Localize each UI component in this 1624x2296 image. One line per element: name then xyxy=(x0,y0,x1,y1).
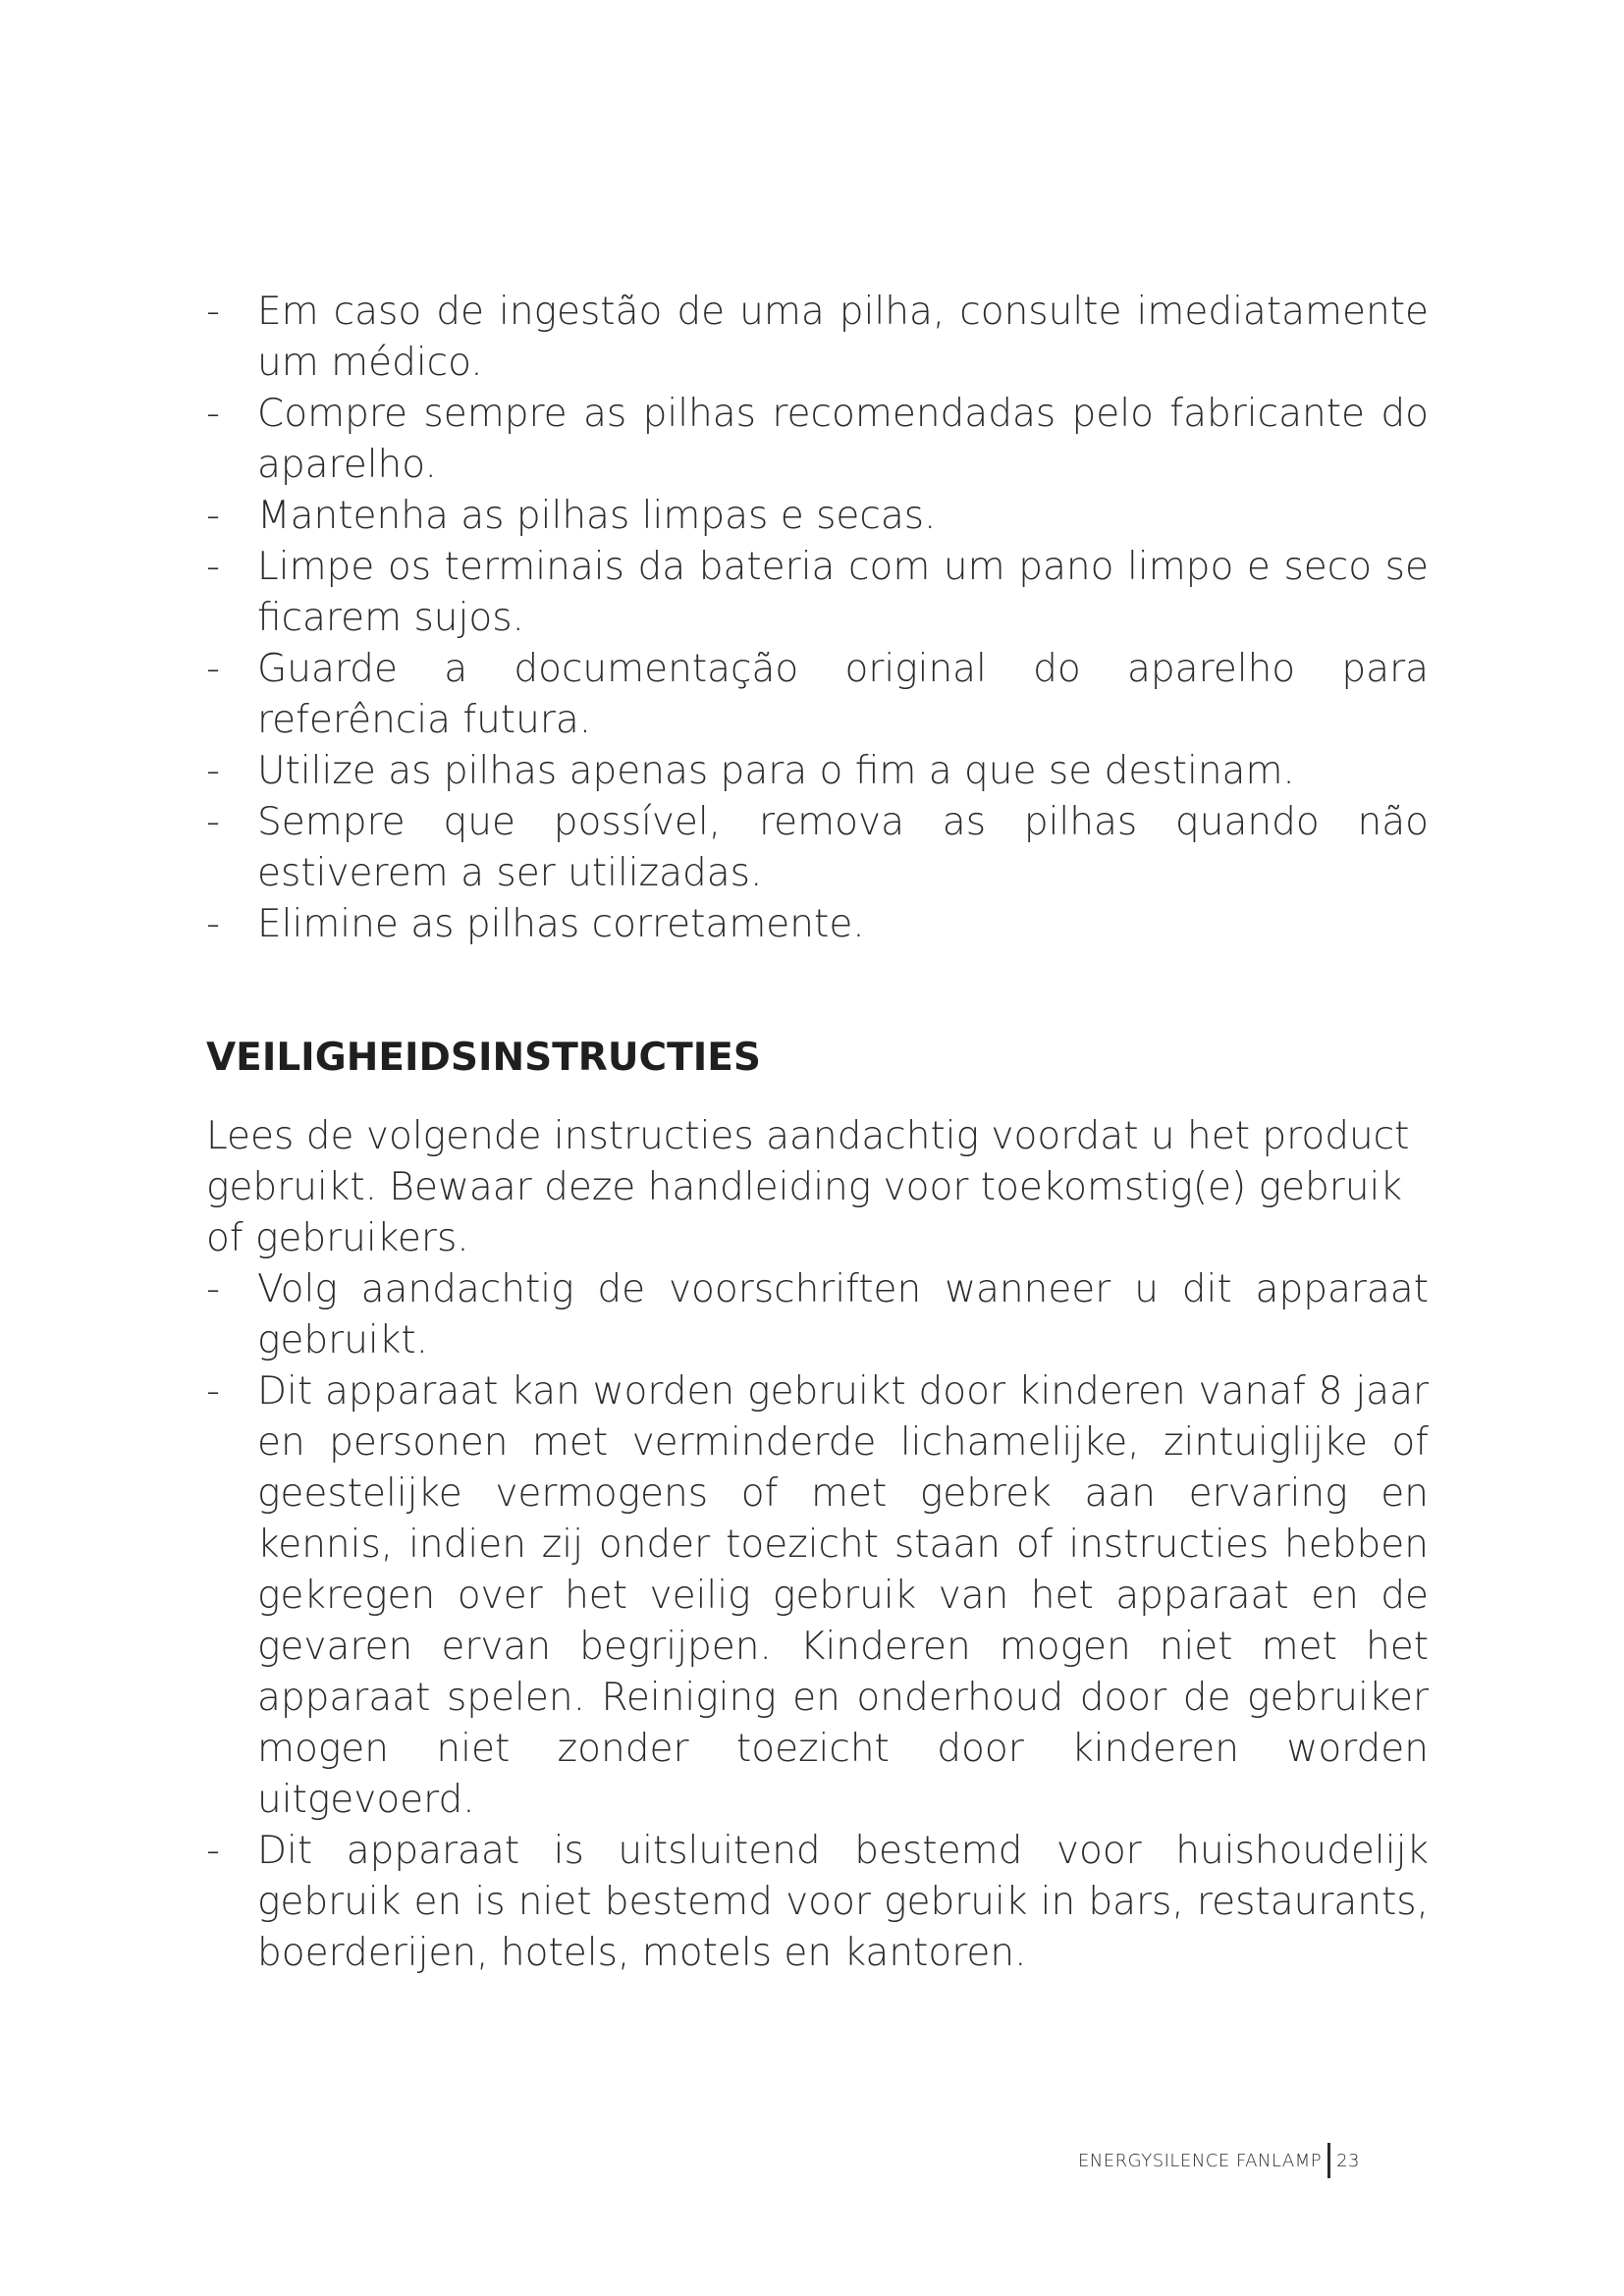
list-dash: - xyxy=(206,647,221,691)
list-dash: - xyxy=(206,800,221,844)
list-dash: - xyxy=(206,1267,221,1311)
page-content xyxy=(206,287,1429,1979)
list-dash: - xyxy=(206,290,221,334)
section-heading: VEILIGHEIDSINSTRUCTIES xyxy=(206,1036,761,1080)
list-item-text: Utilize as pilhas apenas para o fim a que se destinam. xyxy=(257,749,1295,793)
list-item xyxy=(206,491,1429,542)
list-dash: - xyxy=(206,392,221,436)
list-item xyxy=(206,644,1429,746)
list-item xyxy=(206,287,1429,389)
footer-product-name: ENERGYSILENCE FANLAMP xyxy=(1077,2150,1323,2171)
list-item-text: Guarde a documentação original do aparelho para referência futura. xyxy=(257,647,1429,742)
list-item-text: Compre sempre as pilhas recomendadas pelo fabricante do aparelho. xyxy=(257,392,1429,487)
list-item xyxy=(206,1264,1429,1366)
list-item xyxy=(206,389,1429,491)
list-item-text: Limpe os terminais da bateria com um pano limpo e seco se ficarem sujos. xyxy=(257,545,1429,640)
list-item xyxy=(206,746,1429,797)
footer-divider xyxy=(1327,2143,1330,2178)
list-item-text: Dit apparaat is uitsluitend bestemd voor huishoudelijk gebruik en is niet bestemd voor gebruik in bars, restaurants, boerderijen, hotels, motels en kantoren. xyxy=(257,1829,1429,1975)
list-dash: - xyxy=(206,1829,221,1873)
list-dash: - xyxy=(206,545,221,589)
battery-precautions-list xyxy=(206,287,1429,950)
list-dash: - xyxy=(206,1369,221,1414)
page-number: 23 xyxy=(1336,2150,1360,2171)
section-intro: Lees de volgende instructies aandachtig voordat u het product gebruikt. Bewaar deze handleiding voor toekomstig(e) gebruik of gebruikers. xyxy=(206,1114,1410,1260)
list-item xyxy=(206,797,1429,899)
list-item-text: Volg aandachtig de voorschriften wanneer u dit apparaat gebruikt. xyxy=(257,1267,1429,1362)
list-item xyxy=(206,1366,1429,1826)
list-item-text: Mantenha as pilhas limpas e secas. xyxy=(257,494,937,538)
safety-instructions-list xyxy=(206,1264,1429,1979)
list-item xyxy=(206,899,1429,950)
list-item-text: Em caso de ingestão de uma pilha, consulte imediatamente um médico. xyxy=(257,290,1429,385)
list-item-text: Elimine as pilhas corretamente. xyxy=(257,902,865,946)
list-item-text: Dit apparaat kan worden gebruikt door kinderen vanaf 8 jaar en personen met verminderde lichamelijke, zintuiglijke of geestelijke vermogens of met gebrek aan ervaring en kennis, indien zij onder toezicht staan of instructies hebben gekregen over het veilig gebruik van het apparaat en de gevaren ervan begrijpen. Kinderen mogen niet met het apparaat spelen. Reiniging en onderhoud door de gebruiker mogen niet zonder toezicht door kinderen worden uitgevoerd. xyxy=(257,1369,1429,1822)
list-dash: - xyxy=(206,902,221,946)
list-item-text: Sempre que possível, remova as pilhas quando não estiverem a ser utilizadas. xyxy=(257,800,1429,895)
list-dash: - xyxy=(206,749,221,793)
list-item xyxy=(206,1826,1429,1979)
page-footer xyxy=(1078,2143,1360,2178)
list-item xyxy=(206,542,1429,644)
list-dash: - xyxy=(206,494,221,538)
